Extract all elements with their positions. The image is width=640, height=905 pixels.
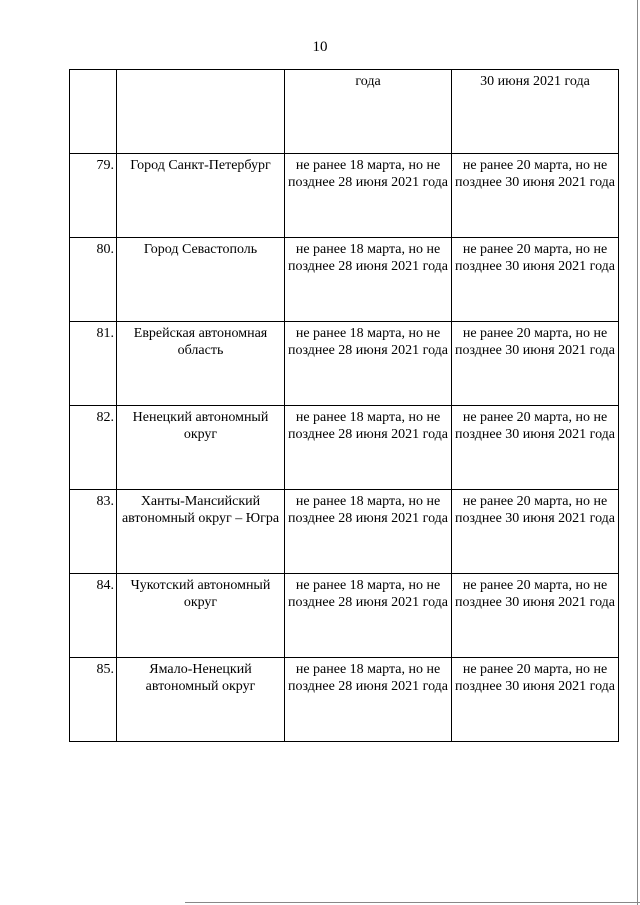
region-cell: Город Севастополь	[117, 238, 285, 322]
start-date-cell: не ранее 18 марта, но не позднее 28 июня 2021 года	[285, 238, 452, 322]
end-date-cell: не ранее 20 марта, но не позднее 30 июня 2021 года	[452, 574, 619, 658]
region-cell: Город Санкт-Петербург	[117, 154, 285, 238]
region-cell: Еврейская автономная область	[117, 322, 285, 406]
table-row	[70, 70, 619, 154]
page-number: 10	[312, 39, 328, 55]
end-date-cell: не ранее 20 марта, но не позднее 30 июня 2021 года	[452, 658, 619, 742]
start-date-cell: не ранее 18 марта, но не позднее 28 июня 2021 года	[285, 658, 452, 742]
region-cell: Чукотский автономный округ	[117, 574, 285, 658]
row-number-cell: 81.	[70, 322, 117, 406]
start-date-cell: не ранее 18 марта, но не позднее 28 июня 2021 года	[285, 574, 452, 658]
row-number-cell: 83.	[70, 490, 117, 574]
schedule-table-body	[70, 70, 619, 742]
start-date-cell: года	[285, 70, 452, 154]
end-date-cell: не ранее 20 марта, но не позднее 30 июня 2021 года	[452, 238, 619, 322]
region-cell: Ханты-Мансийский автономный округ – Югра	[117, 490, 285, 574]
end-date-cell: не ранее 20 марта, но не позднее 30 июня 2021 года	[452, 154, 619, 238]
row-number-cell: 85.	[70, 658, 117, 742]
end-date-cell: не ранее 20 марта, но не позднее 30 июня 2021 года	[452, 406, 619, 490]
table-row	[70, 658, 619, 742]
table-row	[70, 322, 619, 406]
start-date-cell: не ранее 18 марта, но не позднее 28 июня 2021 года	[285, 406, 452, 490]
table-row	[70, 406, 619, 490]
table-row	[70, 238, 619, 322]
row-number-cell: 82.	[70, 406, 117, 490]
scan-edge-bottom	[185, 902, 640, 903]
row-number-cell: 80.	[70, 238, 117, 322]
start-date-cell: не ранее 18 марта, но не позднее 28 июня 2021 года	[285, 154, 452, 238]
row-number-cell: 84.	[70, 574, 117, 658]
start-date-cell: не ранее 18 марта, но не позднее 28 июня 2021 года	[285, 490, 452, 574]
table-row	[70, 574, 619, 658]
region-cell: Ненецкий автономный округ	[117, 406, 285, 490]
region-cell	[117, 70, 285, 154]
row-number-cell	[70, 70, 117, 154]
end-date-cell: не ранее 20 марта, но не позднее 30 июня 2021 года	[452, 490, 619, 574]
scan-edge-right	[637, 0, 638, 905]
region-cell: Ямало-Ненецкий автономный округ	[117, 658, 285, 742]
table-row	[70, 154, 619, 238]
start-date-cell: не ранее 18 марта, но не позднее 28 июня 2021 года	[285, 322, 452, 406]
table-row	[70, 490, 619, 574]
row-number-cell: 79.	[70, 154, 117, 238]
schedule-table	[69, 69, 619, 742]
end-date-cell: 30 июня 2021 года	[452, 70, 619, 154]
end-date-cell: не ранее 20 марта, но не позднее 30 июня 2021 года	[452, 322, 619, 406]
